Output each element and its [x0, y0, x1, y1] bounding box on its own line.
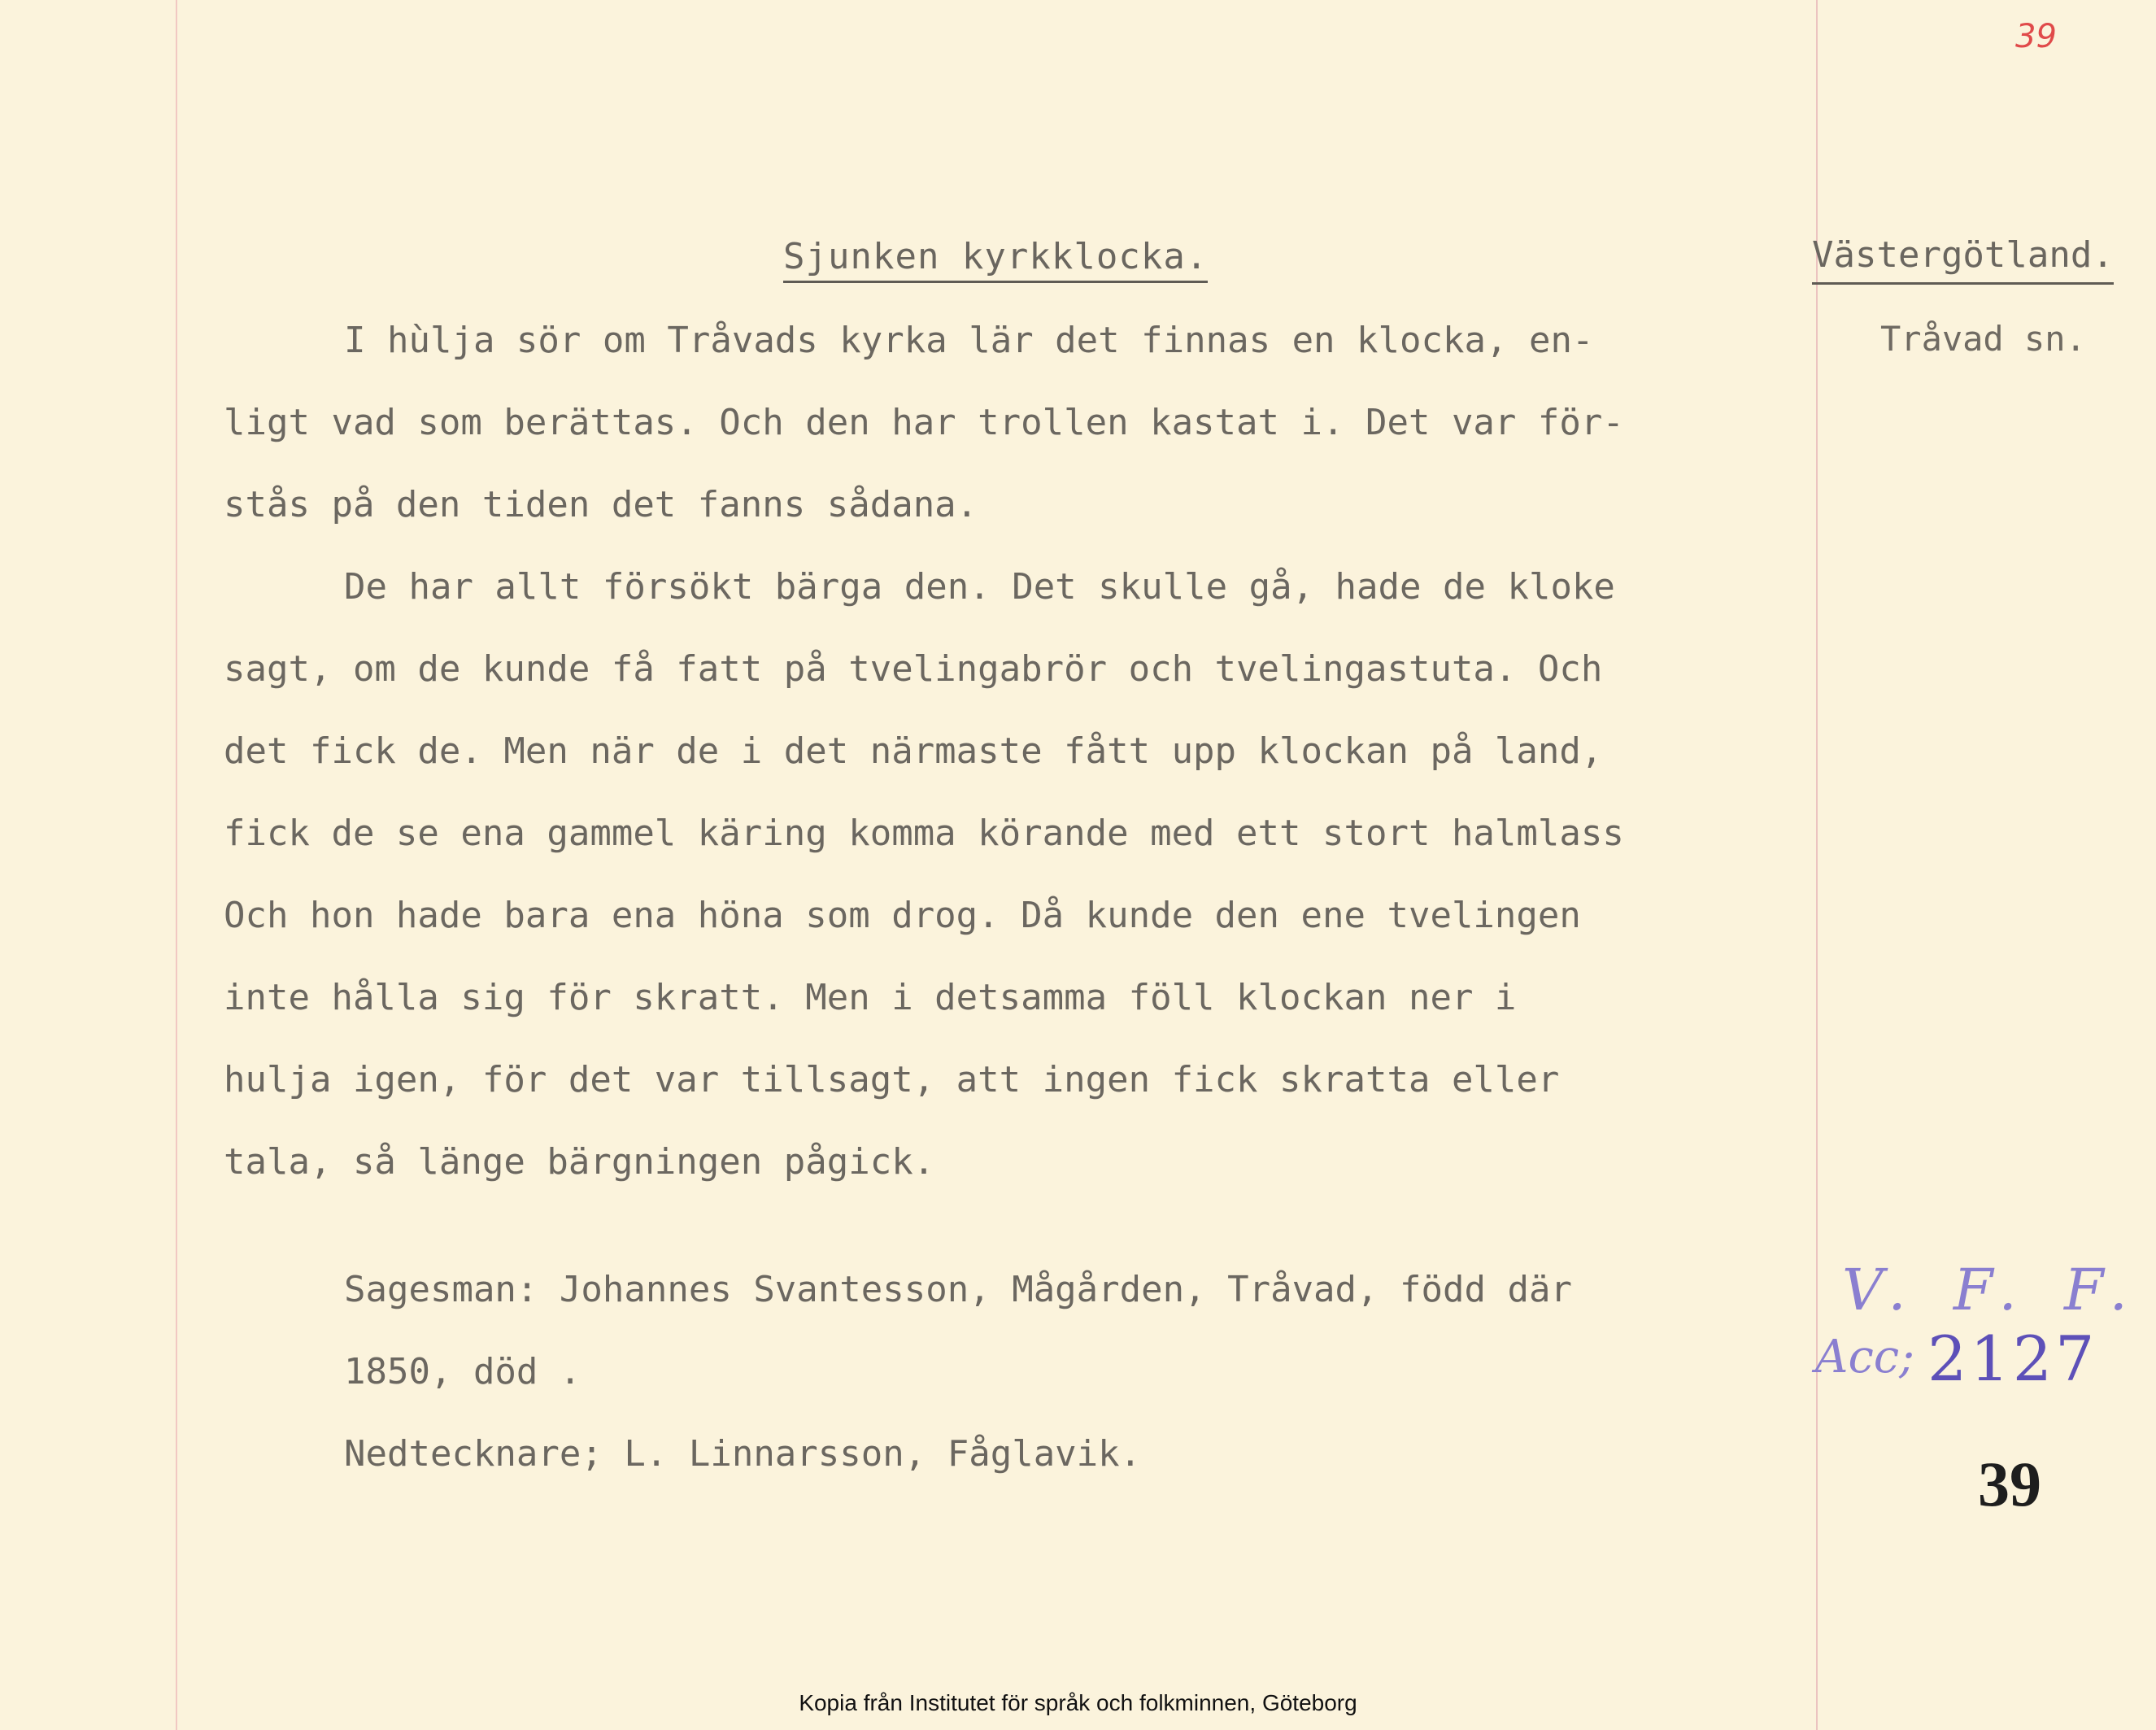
informant-line: Sagesman: Johannes Svantesson, Mågården, Tråvad, född där	[344, 1269, 1572, 1310]
document-title	[783, 236, 1208, 277]
accession-number: 2127	[1927, 1323, 2098, 1395]
body-line: ligt vad som berättas. Och den har trollen kastat i. Det var för-	[224, 402, 1624, 443]
body-line: Och hon hade bara ena höna som drog. Då kunde den ene tvelingen	[224, 895, 1581, 936]
body-line: De har allt försökt bärga den. Det skulle gå, hade de kloke	[344, 566, 1615, 608]
recorder-line: Nedtecknare; L. Linnarsson, Fåglavik.	[344, 1433, 1142, 1475]
copy-footer: Kopia från Institutet för språk och folkminnen, Göteborg	[799, 1690, 1357, 1715]
parish-label: Tråvad sn.	[1880, 319, 2086, 359]
body-line: inte hålla sig för skratt. Men i detsamma föll klockan ner i	[224, 977, 1517, 1018]
body-line: I hùlja sör om Tråvads kyrka lär det finnas en klocka, en-	[344, 320, 1594, 361]
informant-line: 1850, död .	[344, 1351, 581, 1392]
margin-rule-left	[176, 0, 177, 1730]
body-line: hulja igen, för det var tillsagt, att ingen fick skratta eller	[224, 1059, 1560, 1100]
body-line: stås på den tiden det fanns sådana.	[224, 484, 978, 525]
region-label: Västergötland.	[1812, 234, 2114, 285]
title-text: Sjunken kyrkklocka.	[783, 236, 1208, 283]
body-line: fick de se ena gammel käring komma körande med ett stort halmlass	[224, 813, 1624, 854]
accession-label: Acc;	[1815, 1331, 1915, 1384]
body-line: det fick de. Men när de i det närmaste fått upp klockan på land,	[224, 730, 1603, 772]
handwritten-page-number: 39	[2015, 18, 2057, 55]
body-line: tala, så länge bärgningen pågick.	[224, 1141, 935, 1183]
stamped-page-number: 39	[1978, 1449, 2041, 1519]
archive-stamp: V. F. F.	[1842, 1257, 2142, 1323]
body-line: sagt, om de kunde få fatt på tvelingabrör och tvelingastuta. Och	[224, 648, 1603, 690]
